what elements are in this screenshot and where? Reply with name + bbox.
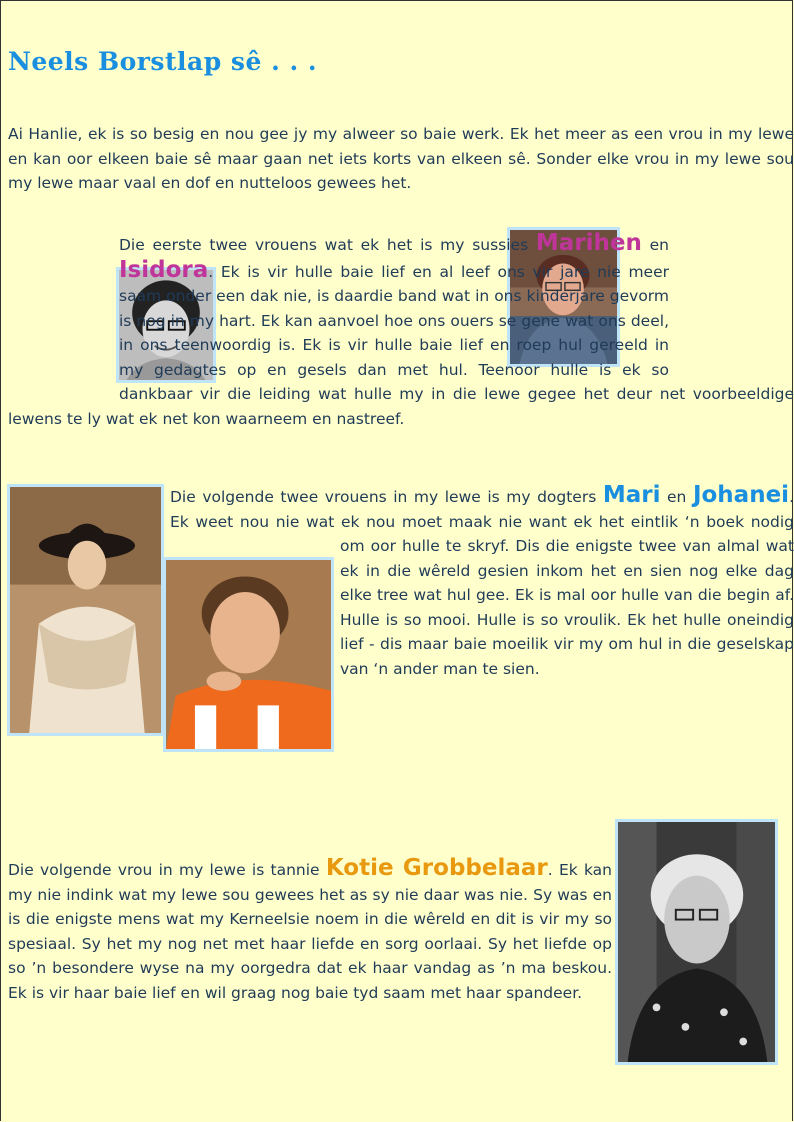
sisters-paragraph — [8, 231, 794, 431]
sisters-text-intro: Die eerste twee vrouens wat ek het is my sussies — [119, 236, 536, 254]
name-johanei: Johanei — [692, 482, 790, 508]
name-kotie-grobbelaar: Kotie Grobbelaar — [325, 855, 548, 881]
spacer — [8, 255, 119, 385]
photo-kotie-grobbelaar — [615, 819, 778, 1065]
kotie-paragraph — [8, 856, 612, 1005]
sisters-text-and: en — [641, 236, 669, 254]
daughters-text-and: en — [660, 488, 693, 506]
daughters-text-intro: Die volgende twee vrouens in my lewe is my dogters — [170, 488, 603, 506]
name-marihen: Marihen — [535, 230, 642, 256]
daughters-paragraph — [8, 483, 794, 715]
kotie-text-intro: Die volgende vrou in my lewe is tannie — [8, 861, 326, 879]
page-title: Neels Borstlap sê . . . — [8, 47, 318, 76]
spacer — [8, 483, 170, 535]
spacer — [8, 535, 340, 715]
kotie-text-body: . Ek kan my nie indink wat my lewe sou gewees het as sy nie daar was nie. Sy was en is die enigste mens wat my Kerneelsie noem in die wêreld en dit is vir my so spesiaal. Sy het my nog net met haar liefde en sorg oorlaai. Sy het liefde op so ’n besondere wyse na my oorgedra dat ek haar vandag as ’n ma beskou. Ek is vir haar baie lief en wil graag nog baie tyd saam met haar spandeer. — [8, 861, 613, 1002]
sisters-text-body: . Ek is vir hulle baie lief en al leef ons vir jare nie meer saam onder een dak nie, is daardie band wat in ons kinderjare gevorm is nog in my hart. Ek kan aanvoel hoe ons ouers se gene wat ons deel, in ons teenwoordig is. Ek is vir hulle baie lief en roep hul gereeld in my gedagtes op en gesels dan met hul. Teenoor hulle is ek so dankbaar vir die leiding wat hulle my in die lewe gegee het deur net voorbeeldige lewens te ly wat ek net kon waarneem en nastreef. — [8, 262, 794, 428]
intro-paragraph: Ai Hanlie, ek is so besig en nou gee jy my alweer so baie werk. Ek het meer as een vrou in my lewe en kan oor elkeen baie sê maar gaan net iets korts van elkeen sê. Sonder elke vrou in my lewe sou my lewe maar vaal en dof en nutteloos gewees het. — [8, 125, 794, 192]
name-mari: Mari — [602, 482, 661, 508]
name-isidora: Isidora — [119, 256, 209, 283]
spacer — [669, 231, 794, 361]
daughters-text-body: . Ek weet nou nie wat ek nou moet maak nie want ek het eintlik ‘n boek nodig om oor hulle te skryf. Dis die enigste twee van almal wat ek in die wêreld gesien inkom het en sien nog elke dag elke tree wat hul gee. Ek is mal oor hulle van die begin af. Hulle is so mooi. Hulle is so vroulik. Ek het hulle oneindig lief - dis maar baie moeilik vir my om hul in die geselskap van ‘n ander man te sien. — [170, 488, 794, 678]
